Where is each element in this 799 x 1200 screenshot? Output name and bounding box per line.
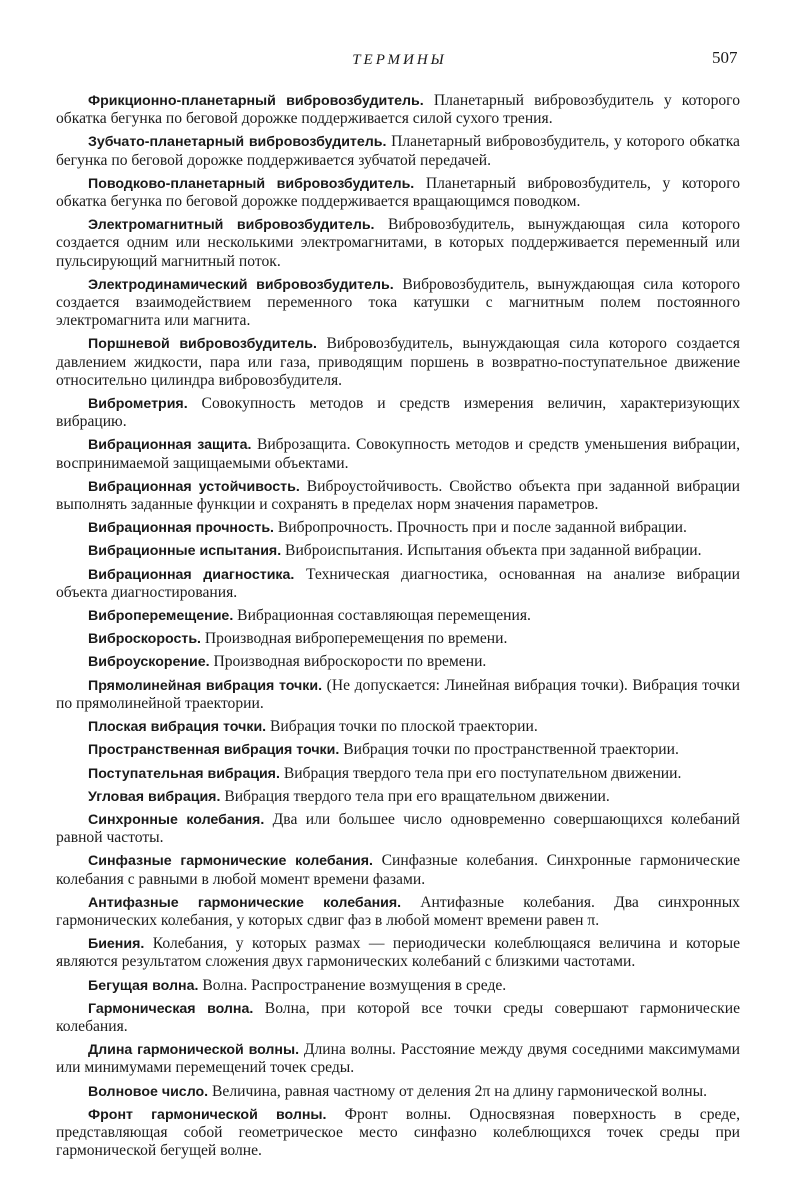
entry-definition: Планетарный вибровозбудитель у которого обкатка бегунка по беговой дорожке поддерживается силой сухого трения.: [56, 92, 740, 128]
entry-definition: Виброустойчивость. Свойство объекта при заданной вибрации выполнять заданные функции и сохранять в пределах норм значения параметров.: [56, 477, 741, 514]
entry-definition: Антифазные колебания. Два синхронных гармонических колебания, у которых сдвиг фаз в любой момент времени равен π.: [56, 893, 740, 929]
glossary-entry: [56, 216, 740, 271]
entry-term: Поршневой вибровозбудитель.: [88, 336, 317, 353]
glossary-entry: [56, 677, 740, 713]
entry-term: Поводково-планетарный вибровозбудитель.: [88, 175, 415, 192]
entry-definition: Фронт волны. Односвязная поверхность в среде, представляющая собой геометрическое место синфазно колеблющихся точек среды при гармонической бегущей волне.: [56, 1105, 740, 1160]
glossary-entry: [56, 436, 740, 472]
entry-definition: Волна. Распространение возмущения в среде.: [202, 976, 507, 994]
page-number: 507: [712, 48, 738, 67]
glossary-entry: [56, 852, 740, 888]
entry-definition: Техническая диагностика, основанная на анализе вибрации объекта диагностирования.: [56, 565, 741, 601]
entry-definition: Величина, равная частному от деления 2π на длину гармонической волны.: [212, 1082, 707, 1100]
entry-definition: Вибрация твердого тела при его вращательном движении.: [224, 787, 610, 805]
glossary-entry: [56, 894, 740, 930]
glossary-entry: [56, 765, 740, 783]
entry-term: Биения.: [88, 936, 145, 953]
glossary-entry: [56, 977, 740, 995]
entry-term: Электромагнитный вибровозбудитель.: [88, 217, 375, 234]
entry-term: Синфазные гармонические колебания.: [88, 853, 374, 870]
entry-term: Бегущая волна.: [88, 977, 199, 994]
entry-definition: Планетарный вибровозбудитель, у которого обкатка бегунка по беговой дорожке поддерживается зубчатой передачей.: [56, 133, 740, 169]
entry-term: Угловая вибрация.: [88, 788, 221, 805]
glossary-entry: [56, 718, 740, 736]
entry-definition: Вибрация точки по плоской траектории.: [270, 718, 538, 736]
glossary-entry: [56, 519, 740, 537]
entry-definition: Волна, при которой все точки среды совершают гармонические колебания.: [56, 999, 740, 1035]
entry-term: Виброперемещение.: [88, 608, 234, 625]
glossary-entry: [56, 1000, 740, 1036]
glossary-entry: [56, 1041, 740, 1077]
glossary-entry: [56, 741, 740, 759]
entry-definition: Длина волны. Расстояние между двумя соседними максимумами или минимумами перемещений точек среды.: [56, 1041, 740, 1077]
entry-term: Волновое число.: [88, 1083, 209, 1100]
entry-definition: Вибровозбудитель, вынуждающая сила которого создается взаимодействием переменного тока катушки с магнитным полем постоянного электромагнита или магнита.: [56, 275, 741, 330]
entry-definition: Виброзащита. Совокупность методов и средств уменьшения вибрации, воспринимаемой защищаемыми объектами.: [56, 436, 741, 472]
entry-definition: Производная виброскорости по времени.: [213, 653, 487, 671]
entry-term: Антифазные гармонические колебания.: [88, 894, 402, 911]
entry-term: Прямолинейная вибрация точки.: [88, 677, 323, 694]
glossary-entry: [56, 788, 740, 806]
entry-term: Виброускорение.: [88, 654, 210, 671]
glossary-entry: [56, 1106, 740, 1161]
entry-term: Вибрационная диагностика.: [88, 566, 295, 583]
entry-term: Вибрационная устойчивость.: [88, 478, 300, 495]
entry-definition: (Не допускается: Линейная вибрация точки). Вибрация точки по прямолинейной траектории.: [56, 676, 740, 712]
entry-term: Фронт гармонической волны.: [88, 1106, 327, 1123]
glossary-entry: [56, 653, 740, 671]
glossary-entry: [56, 542, 740, 560]
entry-term: Гармоническая волна.: [88, 1000, 254, 1017]
glossary-entry: [56, 811, 740, 847]
entry-term: Электродинамический вибровозбудитель.: [88, 276, 394, 293]
glossary-entry: [56, 630, 740, 648]
glossary-entry: [56, 133, 740, 169]
glossary-entry: [56, 395, 740, 431]
entry-term: Виброметрия.: [88, 396, 188, 413]
entry-definition: Вибрационная составляющая перемещения.: [237, 607, 531, 625]
entry-term: Поступательная вибрация.: [88, 765, 280, 782]
entry-term: Фрикционно-планетарный вибровозбудитель.: [88, 93, 424, 109]
entry-definition: Вибрация твердого тела при его поступательном движении.: [283, 764, 682, 782]
glossary-entries: [56, 92, 740, 1165]
entry-definition: Вибрация точки по пространственной траектории.: [343, 741, 679, 759]
running-head: ТЕРМИНЫ: [352, 52, 447, 68]
entry-definition: Производная виброперемещения по времени.: [204, 630, 508, 648]
glossary-entry: [56, 607, 740, 625]
entry-term: Зубчато-планетарный вибровозбудитель.: [88, 134, 387, 151]
entry-definition: Вибровозбудитель, вынуждающая сила которого создается одним или несколькими электромагнитами, в которых поддерживается переменный или пульсирующий магнитный поток.: [56, 216, 740, 270]
entry-term: Вибрационная защита.: [88, 437, 252, 454]
entry-term: Виброскорость.: [88, 631, 201, 648]
glossary-entry: [56, 175, 740, 211]
glossary-entry: [56, 478, 740, 514]
glossary-entry: [56, 276, 740, 331]
glossary-entry: [56, 1083, 740, 1101]
entry-definition: Совокупность методов и средств измерения величин, характеризующих вибрацию.: [56, 395, 740, 431]
glossary-entry: [56, 92, 740, 128]
entry-term: Вибрационная прочность.: [88, 520, 274, 537]
entry-term: Плоская вибрация точки.: [88, 719, 267, 736]
entry-definition: Два или большее число одновременно совершающихся колебаний равной частоты.: [56, 810, 740, 847]
entry-definition: Синфазные колебания. Синхронные гармонические колебания с равными в любой момент времени фазами.: [56, 852, 740, 888]
entry-definition: Виброиспытания. Испытания объекта при заданной вибрации.: [285, 542, 702, 560]
entry-definition: Планетарный вибровозбудитель, у которого обкатка бегунка по беговой дорожке поддерживается вращающимся поводком.: [56, 174, 741, 211]
entry-term: Вибрационные испытания.: [88, 543, 282, 560]
entry-definition: Вибропрочность. Прочность при и после заданной вибрации.: [277, 519, 687, 537]
entry-definition: Колебания, у которых размах — периодически колеблющаяся величина и которые являются результатом сложения двух гармонических колебаний с близкими частотами.: [56, 935, 740, 971]
entry-term: Длина гармонической волны.: [88, 1042, 300, 1059]
entry-term: Синхронные колебания.: [88, 811, 265, 828]
entry-term: Пространственная вибрация точки.: [88, 742, 340, 759]
glossary-entry: [56, 335, 740, 390]
entry-definition: Вибровозбудитель, вынуждающая сила которого создается давлением жидкости, пара или газа, приводящим поршень в возвратно-поступательное движение относительно цилиндра вибровозбудителя.: [56, 335, 740, 389]
glossary-entry: [56, 566, 740, 602]
glossary-entry: [56, 935, 740, 971]
